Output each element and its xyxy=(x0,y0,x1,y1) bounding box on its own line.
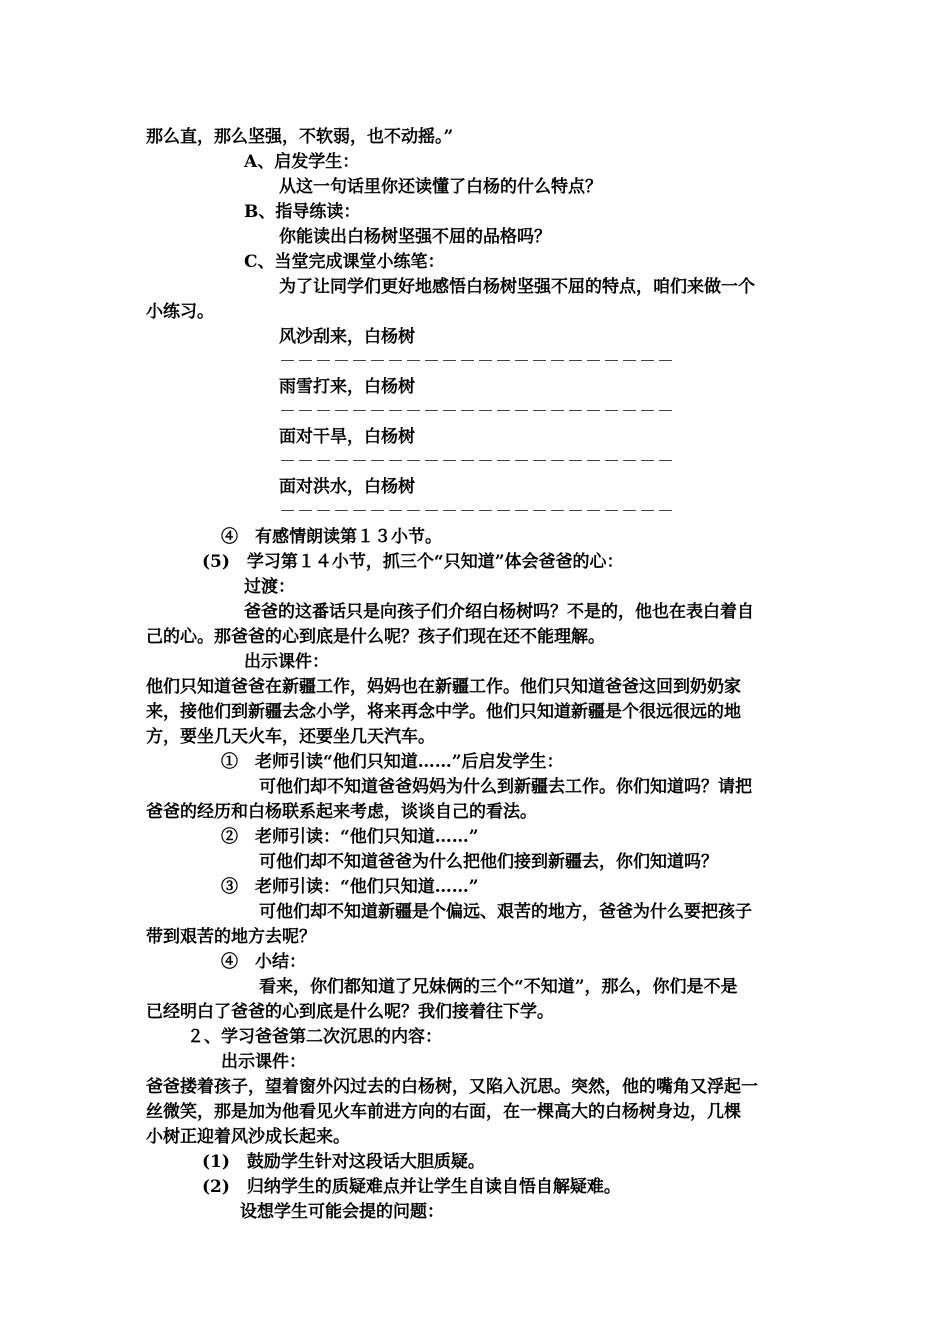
text-line: 那么直，那么坚强，不软弱，也不动摇。” xyxy=(146,127,454,147)
text-line: 爸爸搂着孩子，望着窗外闪过去的白杨树，又陷入沉思。突然，他的嘴角又浮起一 xyxy=(146,1077,758,1097)
text-line: 风沙刮来，白杨树 xyxy=(279,327,415,347)
text-line: 来，接他们到新疆去念小学，将来再念中学。他们只知道新疆是个很远很远的地 xyxy=(146,702,741,722)
text-line: ④ 小结： xyxy=(221,952,306,972)
text-line: 出示课件： xyxy=(221,1052,306,1072)
text-line: ① 老师引读“他们只知道……”后启发学生： xyxy=(221,752,564,772)
blank-line: －－－－－－－－－－－－－－－－－－－－－－ xyxy=(279,452,675,472)
text-line: ② 老师引读：“他们只知道……” xyxy=(221,827,479,847)
text-line: A、启发学生： xyxy=(244,152,360,172)
text-line: 可他们却不知道爸爸为什么把他们接到新疆去，你们知道吗？ xyxy=(259,852,718,872)
text-line: 从这一句话里你还读懂了白杨的什么特点？ xyxy=(279,177,602,197)
text-line: 小练习。 xyxy=(146,302,214,322)
text-line: B、指导练读： xyxy=(244,202,361,222)
blank-line: －－－－－－－－－－－－－－－－－－－－－－ xyxy=(279,352,675,372)
blank-line: －－－－－－－－－－－－－－－－－－－－－－ xyxy=(279,502,675,522)
text-line: (5) 学习第１４小节，抓三个“只知道”体会爸爸的心： xyxy=(202,552,624,572)
text-line: ③ 老师引读：“他们只知道……” xyxy=(221,877,479,897)
text-line: 带到艰苦的地方去呢？ xyxy=(146,927,316,947)
text-line: 爸爸的经历和白杨联系起来考虑，谈谈自己的看法。 xyxy=(146,802,537,822)
text-line: ２、学习爸爸第二次沉思的内容： xyxy=(187,1027,442,1047)
text-line: C、当堂完成课堂小练笔： xyxy=(244,252,445,272)
text-line: 己的心。那爸爸的心到底是什么呢？孩子们现在还不能理解。 xyxy=(146,627,605,647)
text-line: 可他们却不知道新疆是个偏远、艰苦的地方，爸爸为什么要把孩子 xyxy=(259,902,752,922)
text-line: 设想学生可能会提的问题： xyxy=(240,1202,444,1222)
text-line: 他们只知道爸爸在新疆工作，妈妈也在新疆工作。他们只知道爸爸这回到奶奶家 xyxy=(146,677,741,697)
text-line: 出示课件： xyxy=(244,652,329,672)
text-line: ④ 有感情朗读第１３小节。 xyxy=(221,527,442,547)
text-line: 雨雪打来，白杨树 xyxy=(279,377,415,397)
text-line: 面对洪水，白杨树 xyxy=(279,477,415,497)
text-line: 方，要坐几天火车，还要坐几天汽车。 xyxy=(146,727,435,747)
text-line: 小树正迎着风沙成长起来。 xyxy=(146,1127,350,1147)
text-line: (2) 归纳学生的质疑难点并让学生自读自悟自解疑难。 xyxy=(202,1177,621,1197)
text-line: 你能读出白杨树坚强不屈的品格吗？ xyxy=(279,227,551,247)
text-line: 过渡： xyxy=(244,577,295,597)
text-line: 爸爸的这番话只是向孩子们介绍白杨树吗？不是的，他也在表白着自 xyxy=(244,602,754,622)
text-line: 面对干旱，白杨树 xyxy=(279,427,415,447)
text-line: 看来，你们都知道了兄妹俩的三个“不知道”，那么，你们是不是 xyxy=(259,977,738,997)
text-line: 为了让同学们更好地感悟白杨树坚强不屈的特点，咱们来做一个 xyxy=(279,277,755,297)
text-line: 丝微笑，那是加为他看见火车前进方向的右面，在一棵高大的白杨树身边，几棵 xyxy=(146,1102,741,1122)
text-line: 已经明白了爸爸的心到底是什么呢？我们接着往下学。 xyxy=(146,1002,554,1022)
text-line: (1) 鼓励学生针对这段话大胆质疑。 xyxy=(202,1152,485,1172)
blank-line: －－－－－－－－－－－－－－－－－－－－－－ xyxy=(279,402,675,422)
text-line: 可他们却不知道爸爸妈妈为什么到新疆去工作。你们知道吗？请把 xyxy=(259,777,752,797)
